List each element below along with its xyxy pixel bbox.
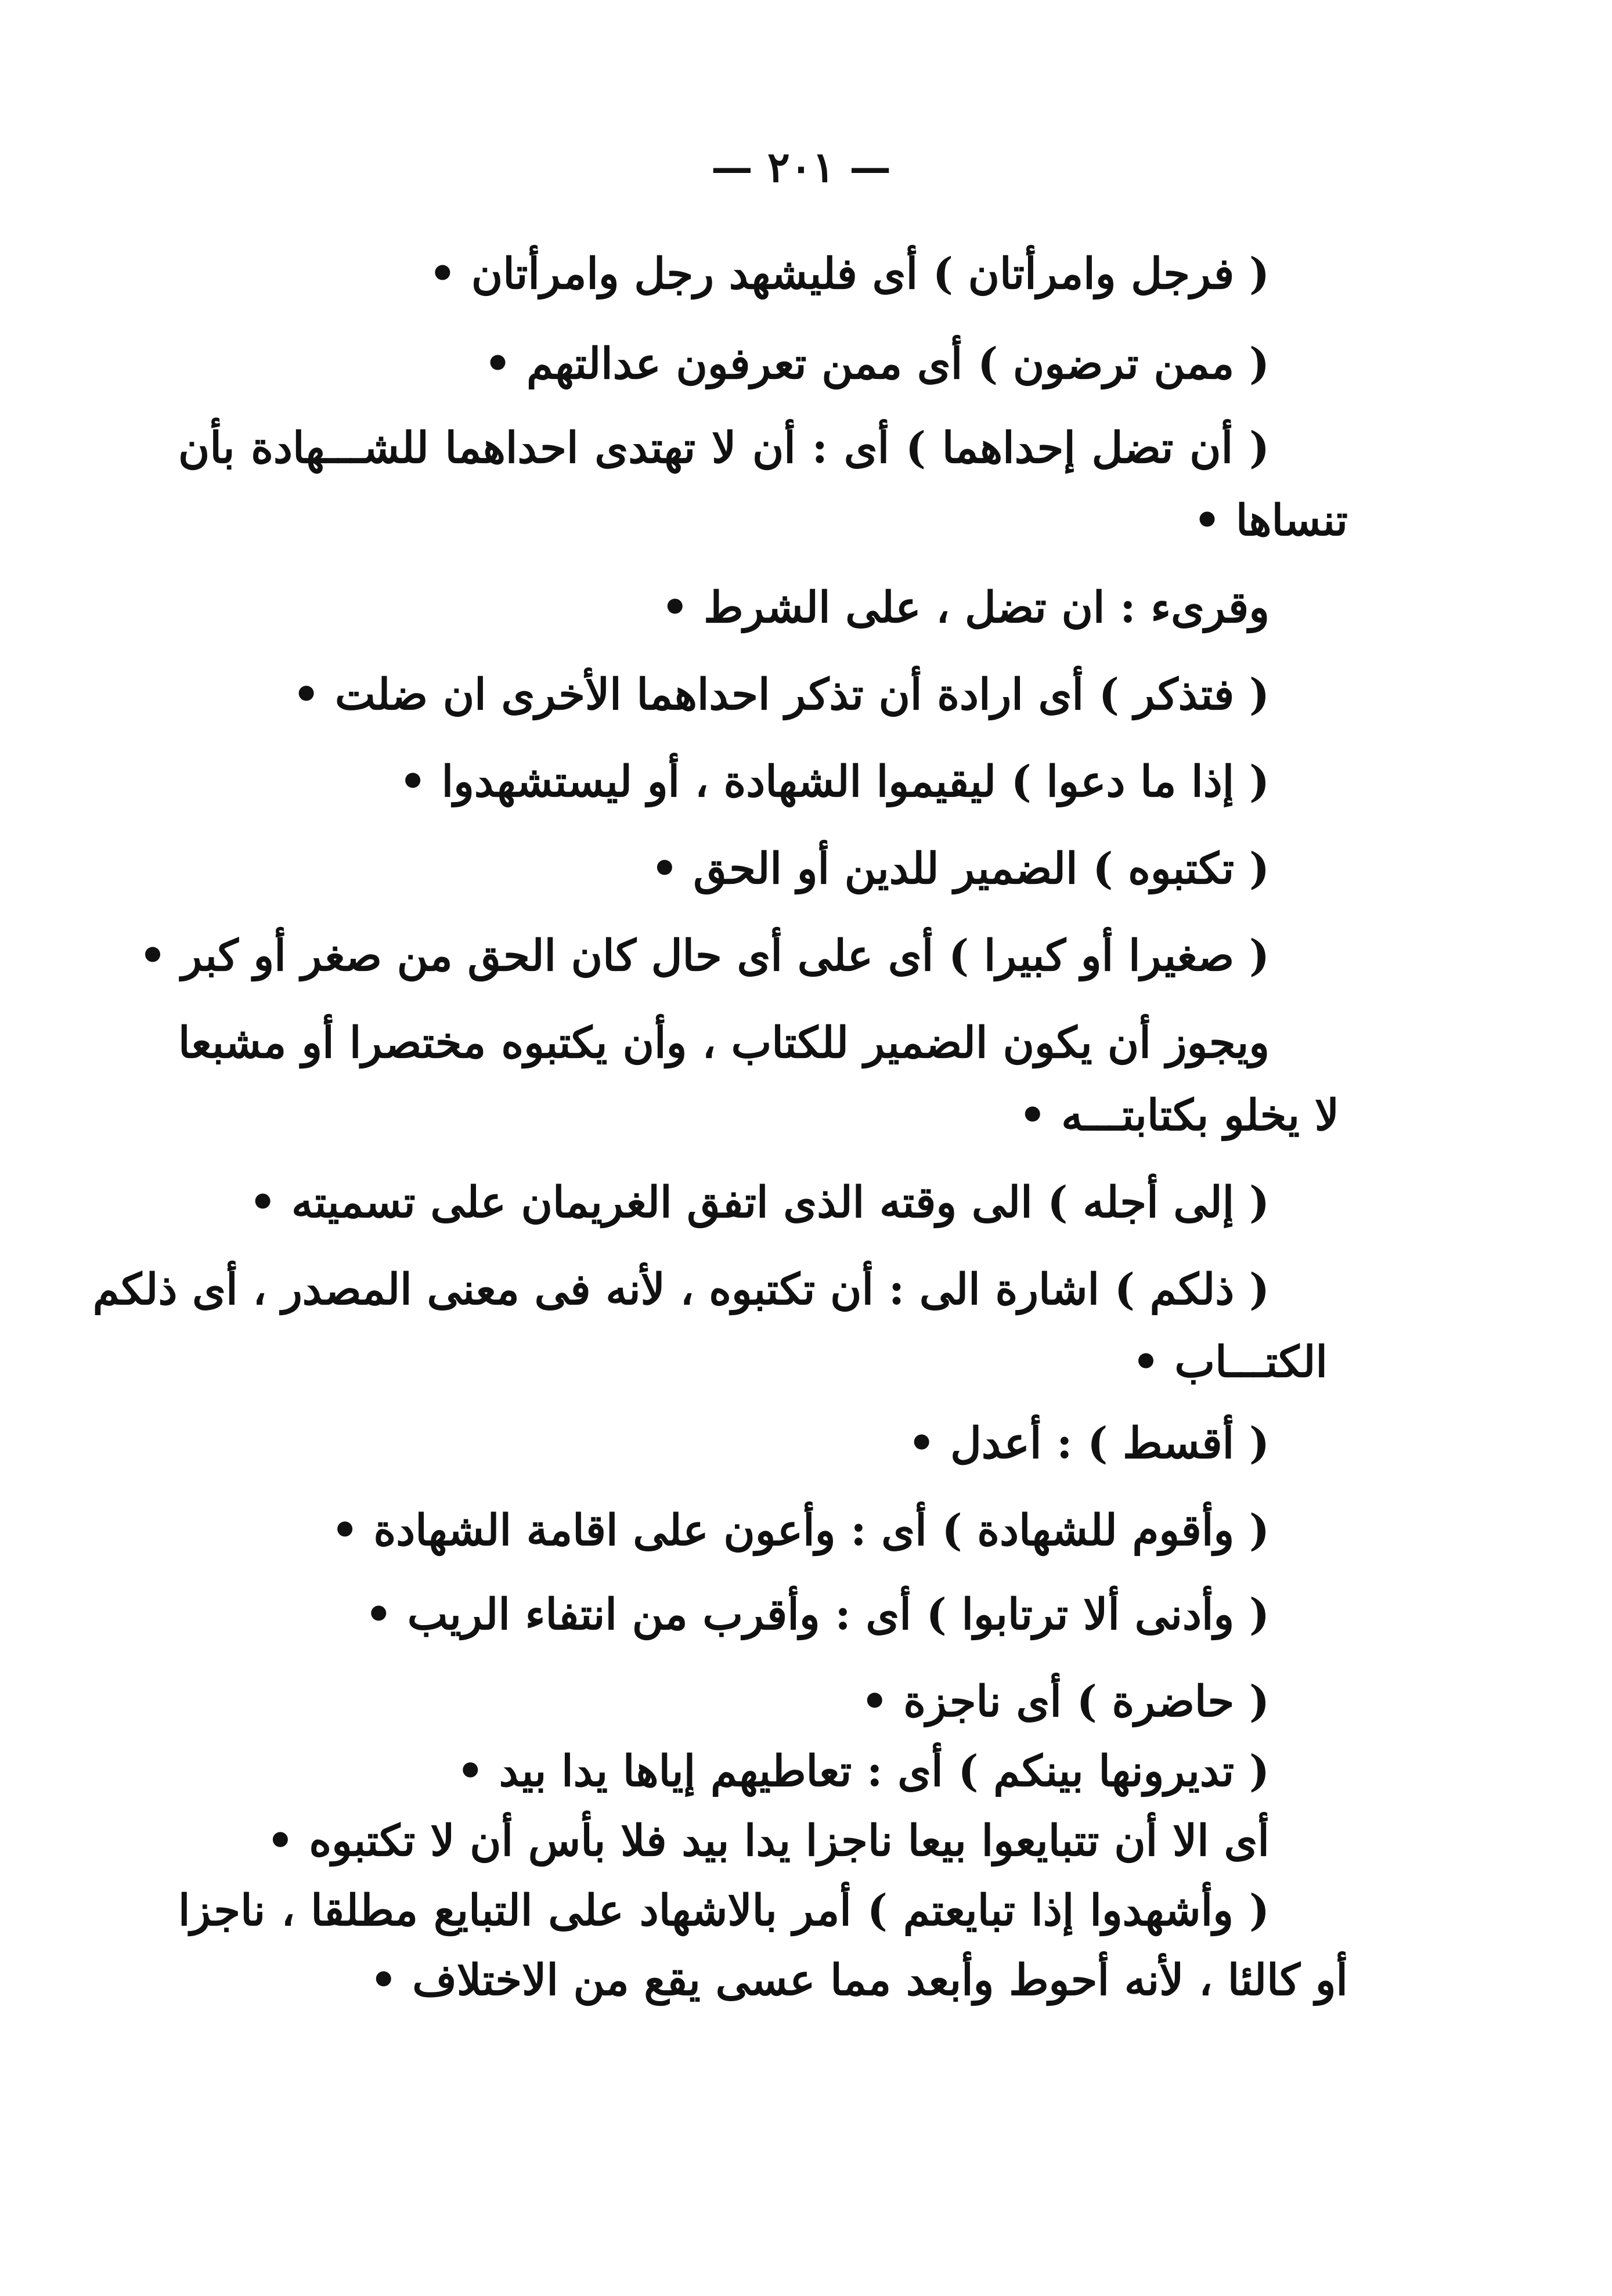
text-line: ويجوز أن يكون الضمير للكتاب ، وأن يكتبوه مختصرا أو مشبعا bbox=[178, 1018, 1270, 1068]
text-line: ( إلى أجله ) الى وقته الذى اتفق الغريمان على تسميته • bbox=[248, 1178, 1270, 1228]
text-line: ( أن تضل إحداهما ) أى : أن لا تهتدى احداهما للشـــهادة بأن bbox=[178, 423, 1270, 473]
text-line: ( حاضرة ) أى ناجزة • bbox=[861, 1677, 1270, 1727]
text-line: ( صغيرا أو كبيرا ) أى على أى حال كان الحق من صغر أو كبر • bbox=[139, 931, 1270, 981]
text-line: ( وأدنى ألا ترتابوا ) أى : وأقرب من انتفاء الريب • bbox=[365, 1590, 1270, 1640]
text-line: لا يخلو بكتابتـــه • bbox=[1019, 1091, 1339, 1140]
text-line: ( فرجل وامرأتان ) أى فليشهد رجل وامرأتان • bbox=[428, 249, 1270, 299]
text-line: ( أقسط ) : أعدل • bbox=[908, 1418, 1270, 1468]
text-line: ( تكتبوه ) الضمير للدين أو الحق • bbox=[651, 844, 1270, 894]
text-line: ( فتذكر ) أى ارادة أن تذكر احداهما الأخرى ان ضلت • bbox=[293, 670, 1270, 720]
text-line: ( تديرونها بينكم ) أى : تعاطيهم إياها يدا بيد • bbox=[456, 1746, 1270, 1796]
text-line: ( وأقوم للشهادة ) أى : وأعون على اقامة الشهادة • bbox=[331, 1506, 1270, 1555]
text-line: أى الا أن تتبايعوا بيعا ناجزا يدا بيد فلا بأس أن لا تكتبوه • bbox=[266, 1816, 1270, 1866]
text-line: ( ذلكم ) اشارة الى : أن تكتبوه ، لأنه فى معنى المصدر ، أى ذلكم bbox=[92, 1265, 1270, 1315]
page-number: — ٢٠١ — bbox=[711, 142, 892, 192]
text-line: تنساها • bbox=[1193, 496, 1348, 546]
text-line: ( وأشهدوا إذا تبايعتم ) أمر بالاشهاد على التبايع مطلقا ، ناجزا bbox=[178, 1886, 1270, 1936]
text-line: ( ممن ترضون ) أى ممن تعرفون عدالتهم • bbox=[484, 339, 1270, 389]
text-line: ( إذا ما دعوا ) ليقيموا الشهادة ، أو ليستشهدوا • bbox=[399, 757, 1270, 807]
text-line: وقرىء : ان تضل ، على الشرط • bbox=[661, 583, 1270, 633]
text-line: الكتـــاب • bbox=[1132, 1337, 1328, 1387]
text-line: أو كالئا ، لأنه أحوط وأبعد مما عسى يقع من الاختلاف • bbox=[370, 1955, 1348, 2005]
